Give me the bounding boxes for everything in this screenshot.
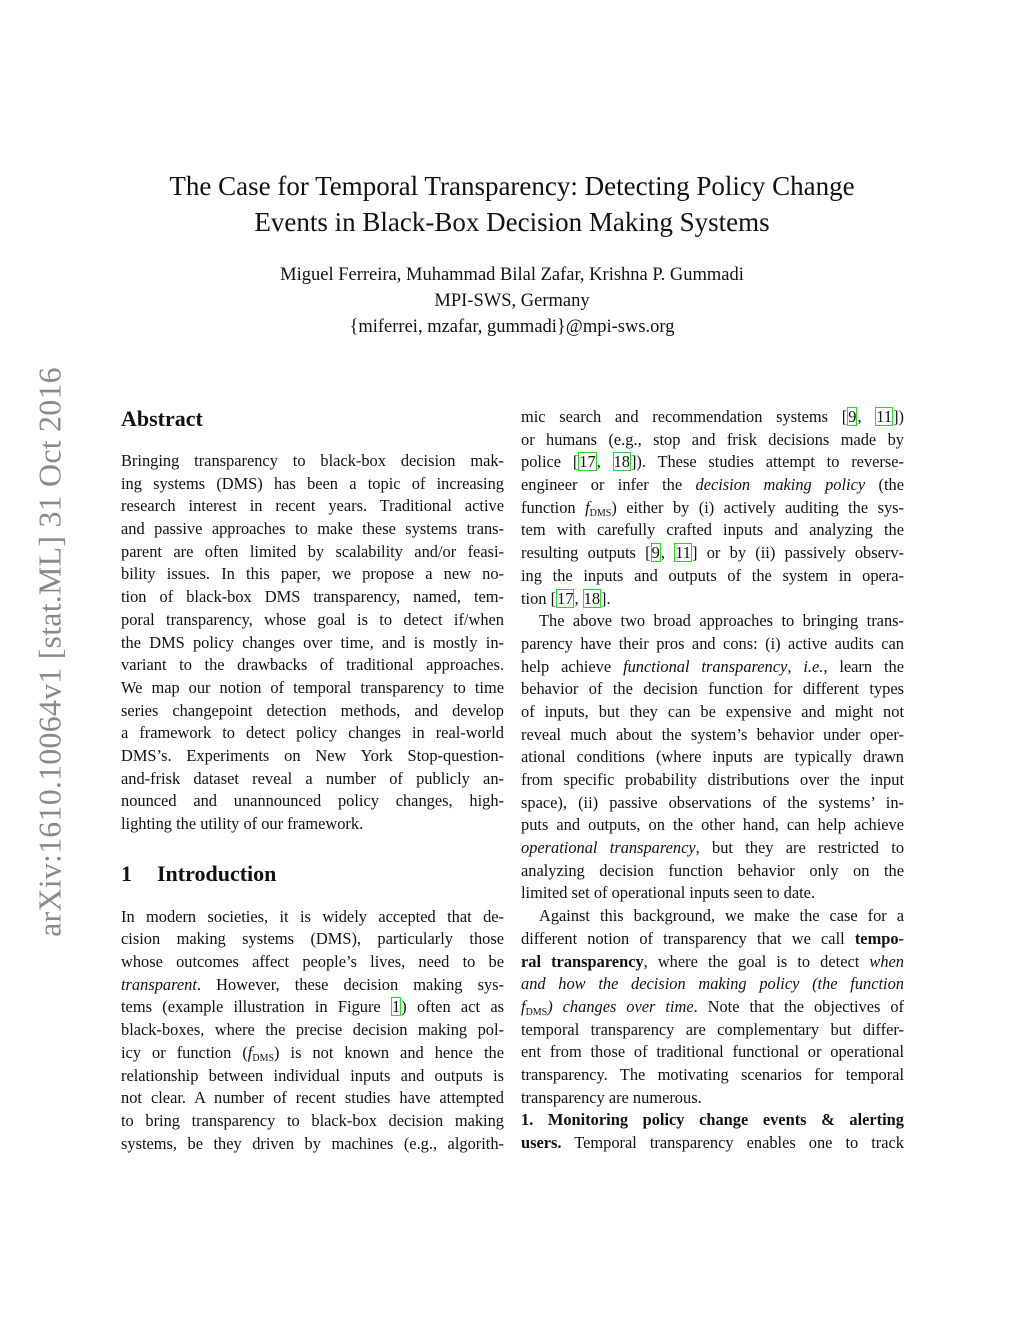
body-line: ational conditions (where inputs are typically drawn [521,747,904,767]
paragraph-approaches [521,610,904,905]
citation-link[interactable]: 17 [557,588,574,608]
text-run: , [660,543,675,563]
text-run: , [787,656,804,676]
text-run: mic search and recommendation systems [ [521,407,848,426]
text-run: ]). These studies attempt to reverse- [630,452,904,472]
intro-paragraph [121,906,504,1156]
emphasis-text: ) changes over time [547,996,694,1016]
intro-line [121,974,504,997]
abstract-line: and passive approaches to make these systems trans- [121,519,504,539]
body-line: limited set of operational inputs seen to date. [521,883,816,903]
emphasis-text: i.e. [803,656,824,676]
intro-line: not clear. A number of recent studies have attempted [121,1088,504,1108]
title-line-2: Events in Black-Box Decision Making Systems [254,207,770,237]
abstract-line: the DMS policy changes over time, and is mostly in- [121,632,504,652]
emphasis-text: and how the decision making policy (the function [521,974,904,994]
abstract-line: DMS’s. Experiments on New York Stop-question- [121,745,504,765]
section-heading-introduction [121,860,504,888]
body-line: ing the inputs and outputs of the system in opera- [521,565,904,585]
paragraph-monitoring [521,1109,904,1154]
abstract-line: and-frisk dataset reveal a number of publicly an- [121,768,504,788]
body-line: from specific probability distributions over the input [521,770,904,789]
author-affiliation: MPI-SWS, Germany [434,291,590,311]
emphasis-text: functional transparency [623,656,788,676]
text-run: different notion of transparency that we call [521,928,855,948]
intro-paragraph-continued [521,406,904,610]
body-line [521,656,904,679]
body-line: space), (ii) passive observations of the systems’ in- [521,792,904,812]
intro-line: cision making systems (DMS), particularly those [121,929,504,949]
body-line: parency have their pros and cons: (i) active audits can [521,633,904,653]
text-run: function [521,497,586,517]
author-block [0,262,1024,340]
text-run: , [857,407,876,426]
text-run: resulting outputs [ [521,543,651,563]
abstract-line: research interest in recent years. Traditional active [121,496,504,516]
figure-link[interactable]: 1 [392,997,401,1017]
citation-link[interactable]: 18 [583,588,601,608]
intro-line: whose outcomes affect people’s lives, need to be [121,952,504,972]
body-line: tem with carefully crafted inputs and analyzing the [521,520,904,540]
intro-line: to bring transparency to black-box decision making [121,1110,504,1130]
body-line: of inputs, but they can be expensive and might not [521,701,904,721]
text-run: . Note that the objectives of [693,996,905,1016]
text-run: ] or by (ii) passively observ- [692,543,905,563]
text-run: ) often act as [401,997,504,1017]
citation-link[interactable]: 17 [579,452,596,472]
body-line: ent from those of traditional functional or operational [521,1042,904,1062]
abstract-line: series changepoint detection methods, and develop [121,700,504,720]
emphasis-text: decision making policy [695,475,866,495]
body-line [521,542,904,565]
citation-link[interactable]: 18 [613,452,630,472]
body-line [521,928,904,951]
body-line: transparency. The motivating scenarios for temporal [521,1064,904,1084]
text-run: icy or function ( [121,1042,248,1062]
abstract-line: variant to the drawbacks of traditional approaches. [121,655,504,675]
abstract-line: tion of black-box DMS transparency, named, tem- [121,587,504,607]
right-column [521,406,904,1155]
arxiv-stamp: arXiv:1610.10064v1 [stat.ML] 31 Oct 2016 [31,367,68,937]
body-line [521,837,904,860]
bold-text: 1. Monitoring policy change events & alerting [521,1110,904,1130]
text-run: police [ [521,452,579,472]
abstract-line: ing systems (DMS) has been a topic of increasing [121,473,504,493]
body-line: reveal much about the system’s behavior under oper- [521,724,904,744]
intro-line [121,996,504,1019]
abstract-line: parent are often limited by scalability and/or feasi- [121,541,504,561]
body-line [521,1109,904,1132]
text-run: ]) [893,407,904,426]
abstract-body [121,450,504,836]
math-f: f [585,497,590,517]
intro-line: relationship between individual inputs and outputs is [121,1065,504,1085]
body-line [521,588,904,611]
body-line: puts and outputs, on the other hand, can help achieve [521,815,904,835]
emphasis-text: operational transparency [521,838,696,858]
author-names: Miguel Ferreira, Muhammad Bilal Zafar, Krishna P. Gummadi [280,265,744,285]
text-run: tems (example illustration in Figure [121,997,391,1017]
abstract-heading: Abstract [121,406,203,431]
intro-line: systems, be they driven by machines (e.g., algorith- [121,1133,504,1153]
emphasis-text: transparent [121,974,197,994]
body-line [521,951,904,974]
text-run: ]. [601,588,611,608]
body-line [521,1132,904,1155]
math-subscript: DMS [589,507,612,519]
left-column [121,405,504,1155]
body-line [521,406,904,429]
intro-line [121,1042,504,1065]
paper-title [0,168,1024,240]
text-run: . However, these decision making sys- [196,974,504,994]
body-line [521,497,904,520]
body-line [521,996,904,1019]
text-run: , [574,588,583,608]
text-run: help achieve [521,656,624,676]
math-f: f [521,996,526,1016]
section-title: Introduction [157,860,277,886]
abstract-line: bility issues. In this paper, we propose a new no- [121,564,504,584]
math-subscript: DMS [525,1006,548,1018]
intro-line: In modern societies, it is widely accepted that de- [121,906,504,926]
paragraph-temporal-transparency [521,905,904,1109]
bold-text: ral transparency [521,951,644,971]
citation-link[interactable]: 11 [876,407,893,426]
section-number: 1 [121,860,132,886]
body-line: behavior of the decision function for different types [521,679,904,699]
bold-text: tempo- [854,928,904,948]
math-subscript: DMS [252,1052,275,1064]
text-run: , where the goal is to detect [643,951,870,971]
text-run: , [596,452,613,472]
abstract-line: nounced and unannounced policy changes, high- [121,791,504,811]
text-run: , learn the [823,656,905,676]
body-line: temporal transparency are complementary but differ- [521,1019,904,1039]
body-line: transparency are numerous. [521,1087,702,1107]
emphasis-text: when [869,951,904,971]
text-run: engineer or infer the [521,475,696,495]
abstract-line: We map our notion of temporal transparency to time [121,677,504,697]
title-line-1: The Case for Temporal Transparency: Detecting Policy Change [169,171,855,201]
body-line: or humans (e.g., stop and frisk decisions made by [521,429,904,449]
author-emails: {miferrei, mzafar, gummadi}@mpi-sws.org [349,317,675,337]
abstract-line: Bringing transparency to black-box decision mak- [121,451,504,470]
text-run: ) either by (i) actively auditing the sys- [611,497,904,517]
text-run: , but they are restricted to [695,838,905,858]
text-run: (the [865,475,904,495]
abstract-line: a framework to detect policy changes in real-world [121,723,504,743]
citation-link[interactable]: 9 [848,407,857,426]
body-line [521,973,904,996]
text-run: Temporal transparency enables one to track [561,1133,904,1152]
body-line [521,474,904,497]
citation-link[interactable]: 11 [675,543,691,563]
bold-text: users. [521,1133,562,1152]
text-run: tion [ [521,588,557,608]
body-line: The above two broad approaches to bringing trans- [539,611,904,631]
intro-line: black-boxes, where the precise decision making pol- [121,1020,504,1040]
body-line: Against this background, we make the case for a [539,906,904,926]
math-f: f [247,1042,253,1062]
body-line: analyzing decision function behavior only on the [521,860,904,880]
body-line [521,451,904,474]
abstract-line: lighting the utility of our framework. [121,814,364,833]
abstract-line: poral transparency, whose goal is to detect if/when [121,609,504,629]
citation-link[interactable]: 9 [651,543,660,563]
text-run: ) is not known and hence the [274,1042,504,1062]
